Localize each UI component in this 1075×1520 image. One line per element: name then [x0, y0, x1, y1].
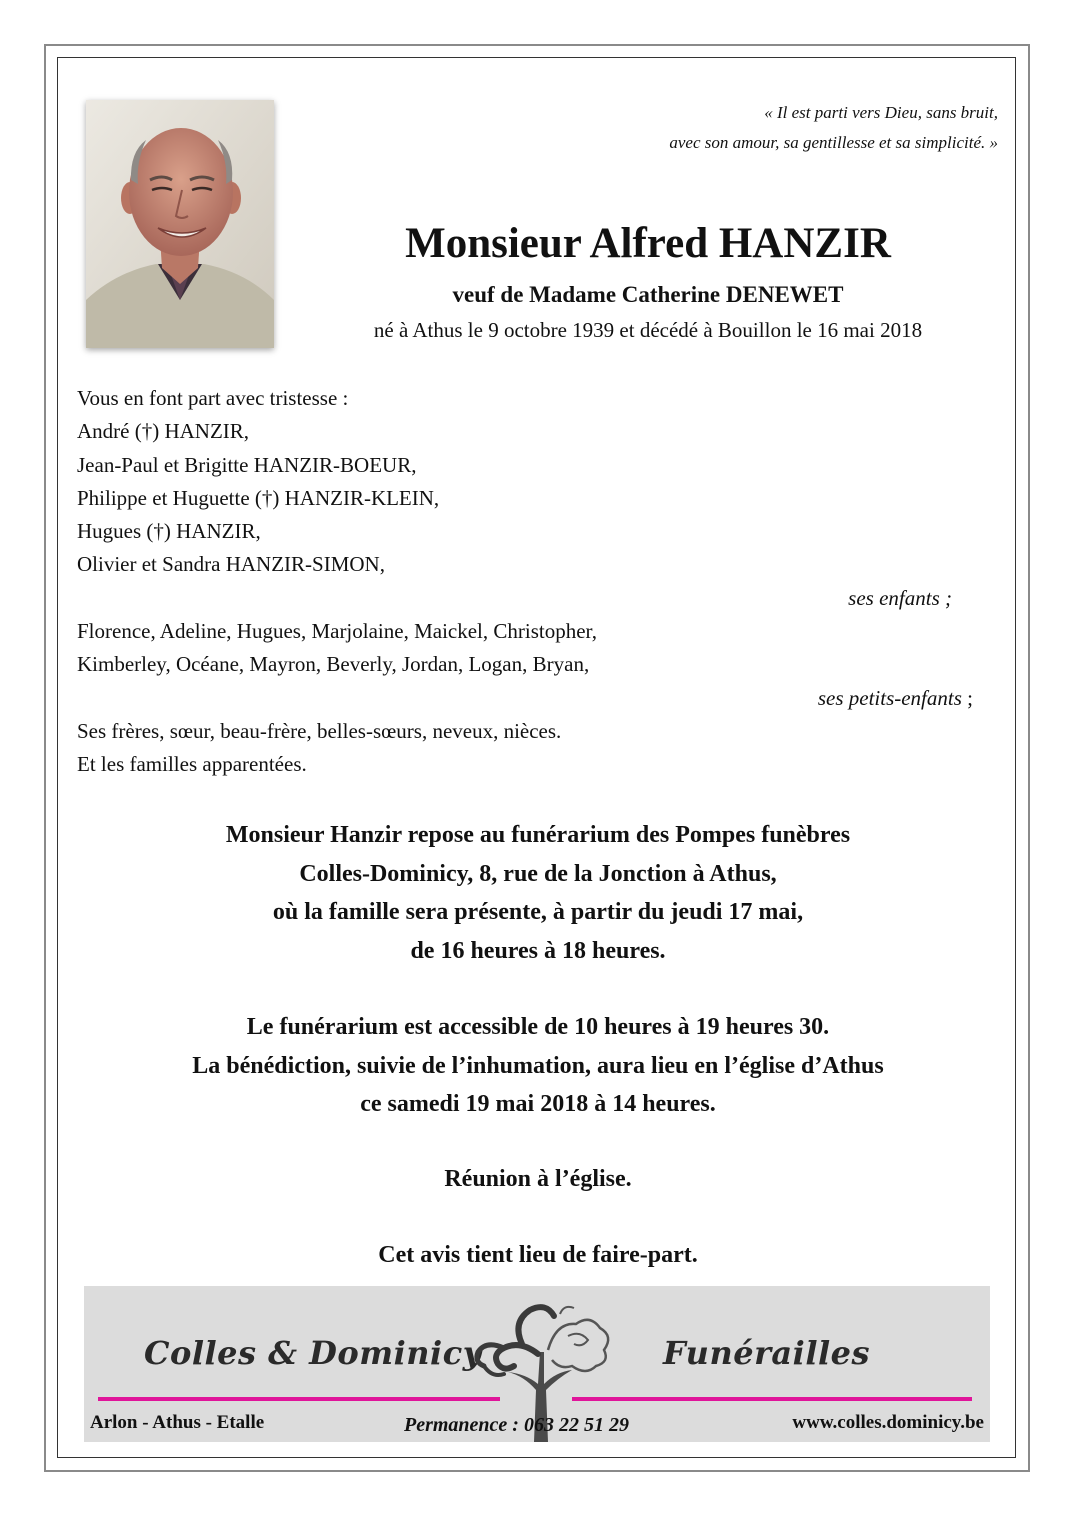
- website-link[interactable]: www.colles.dominicy.be: [792, 1412, 984, 1433]
- grandchildren-label-suffix: ;: [961, 685, 973, 710]
- funeral-home-banner: [84, 1286, 990, 1442]
- children-label: ses enfants ;: [848, 585, 952, 610]
- grandchildren-line: Florence, Adeline, Hugues, Marjolaine, Maickel, Christopher,: [77, 619, 597, 644]
- epitaph-quote: [398, 98, 998, 158]
- child-line: Jean-Paul et Brigitte HANZIR-BOEUR,: [77, 452, 417, 477]
- grandchildren-label-row: [77, 682, 987, 715]
- brand-name: Colles & Dominicy: [144, 1334, 482, 1372]
- deceased-name: Monsieur Alfred HANZIR: [405, 220, 891, 267]
- grandchildren-line: Kimberley, Océane, Mayron, Beverly, Jordan, Logan, Bryan,: [77, 652, 590, 677]
- announcement-intro: Vous en font part avec tristesse :: [77, 386, 349, 410]
- ceremony-line: Le funérarium est accessible de 10 heures à 19 heures 30.: [246, 1014, 830, 1040]
- visitation-info: [62, 816, 1014, 970]
- portrait-illustration: [86, 100, 274, 348]
- accent-line-right: [572, 1397, 972, 1401]
- accent-line-left: [98, 1397, 500, 1401]
- office-locations: Arlon - Athus - Etalle: [90, 1412, 265, 1433]
- grandchildren-label: ses petits-enfants: [817, 685, 962, 710]
- brand-tagline: Funérailles: [663, 1334, 870, 1372]
- family-announcement: [77, 382, 987, 782]
- ceremony-info: [62, 1008, 1014, 1124]
- meeting-text: Réunion à l’église.: [444, 1166, 632, 1192]
- child-line: Hugues (†) HANZIR,: [77, 519, 261, 544]
- relatives-line: Ses frères, sœur, beau-frère, belles-sœurs, neveux, nièces.: [77, 718, 562, 743]
- notice-note: [62, 1236, 1014, 1275]
- ceremony-line: ce samedi 19 mai 2018 à 14 heures.: [360, 1091, 716, 1117]
- visitation-line: où la famille sera présente, à partir du jeudi 17 mai,: [272, 899, 804, 925]
- portrait-photo: [86, 100, 274, 348]
- widower-of: veuf de Madame Catherine DENEWET: [452, 282, 844, 307]
- relatives-line: Et les familles apparentées.: [77, 752, 307, 777]
- child-line: André (†) HANZIR,: [77, 419, 250, 444]
- visitation-line: de 16 heures à 18 heures.: [410, 937, 666, 964]
- quote-line-1: « Il est parti vers Dieu, sans bruit,: [764, 103, 998, 122]
- child-line: Philippe et Huguette (†) HANZIR-KLEIN,: [77, 485, 440, 510]
- visitation-line: Colles-Dominicy, 8, rue de la Jonction à Athus,: [299, 860, 777, 887]
- visitation-line: Monsieur Hanzir repose au funérarium des Pompes funèbres: [225, 822, 851, 848]
- meeting-note: [62, 1160, 1014, 1199]
- notice-text: Cet avis tient lieu de faire-part.: [378, 1242, 698, 1268]
- ceremony-line: La bénédiction, suivie de l’inhumation, aura lieu en l’église d’Athus: [192, 1052, 884, 1079]
- phone-number: Permanence : 063 22 51 29: [404, 1414, 629, 1436]
- quote-line-2: avec son amour, sa gentillesse et sa simplicité. »: [669, 133, 998, 152]
- child-line: Olivier et Sandra HANZIR-SIMON,: [77, 552, 385, 577]
- birth-death-dates: né à Athus le 9 octobre 1939 et décédé à Bouillon le 16 mai 2018: [373, 318, 923, 342]
